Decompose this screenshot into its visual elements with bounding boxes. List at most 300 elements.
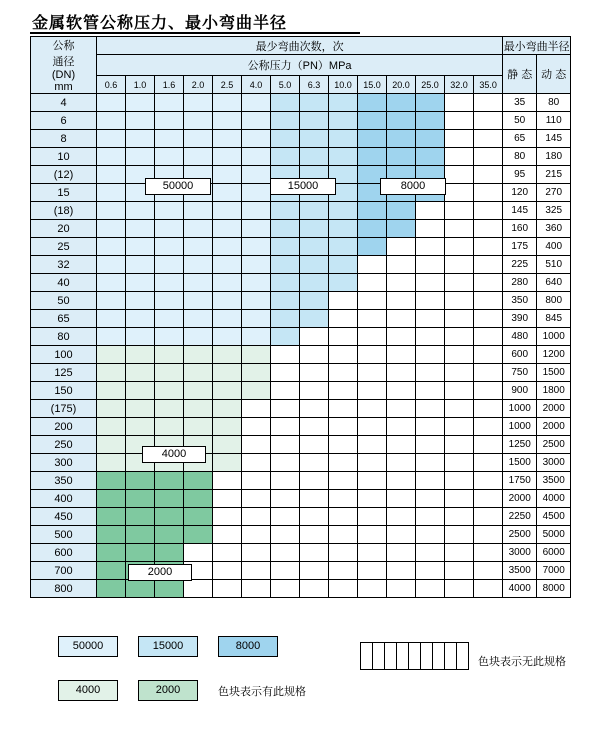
spec-cell [300,148,329,166]
table-row [31,310,571,328]
header-row-2 [31,55,571,76]
spec-cell [213,328,242,346]
spec-cell [445,562,474,580]
pn-column-header: 1.0 [126,76,155,94]
pn-column-header: 2.0 [184,76,213,94]
table-row [31,472,571,490]
spec-cell [242,436,271,454]
radius-dynamic-value: 80 [537,94,571,112]
spec-cell [329,382,358,400]
spec-cell [474,310,503,328]
spec-cell [184,544,213,562]
radius-dynamic-value: 2000 [537,400,571,418]
spec-cell [155,310,184,328]
legend-swatch-50000: 50000 [58,636,118,657]
spec-cell [329,238,358,256]
spec-cell [155,328,184,346]
dn-value: 20 [31,220,97,238]
spec-cell [242,364,271,382]
spec-cell [126,328,155,346]
spec-cell [474,238,503,256]
spec-cell [474,580,503,598]
spec-cell [213,166,242,184]
table-body [31,94,571,598]
spec-cell [126,490,155,508]
bend-times-header: 最少弯曲次数，次 [97,37,503,55]
spec-cell [358,202,387,220]
radius-static-value: 160 [503,220,537,238]
spec-cell [184,490,213,508]
radius-dynamic-value: 1000 [537,328,571,346]
spec-cell [155,382,184,400]
spec-cell [300,436,329,454]
spec-cell [387,220,416,238]
spec-cell [271,238,300,256]
radius-static-value: 3000 [503,544,537,562]
radius-static-value: 35 [503,94,537,112]
spec-cell [300,400,329,418]
radius-dynamic-header: 动 态 [537,55,571,94]
spec-cell [97,436,126,454]
spec-cell [242,112,271,130]
spec-cell [271,526,300,544]
spec-cell [242,292,271,310]
spec-cell [474,472,503,490]
spec-cell [97,292,126,310]
spec-cell [184,400,213,418]
pn-column-header: 5.0 [271,76,300,94]
spec-cell [242,202,271,220]
spec-cell [474,94,503,112]
radius-dynamic-value: 270 [537,184,571,202]
spec-cell [474,490,503,508]
spec-cell [155,418,184,436]
radius-static-value: 1000 [503,418,537,436]
spec-cell [445,328,474,346]
spec-cell [416,382,445,400]
spec-cell [242,526,271,544]
dn-value: (18) [31,202,97,220]
spec-cell [358,526,387,544]
table-head [31,37,571,94]
spec-cell [184,526,213,544]
spec-cell [97,382,126,400]
radius-static-value: 1750 [503,472,537,490]
spec-cell [271,256,300,274]
radius-dynamic-value: 1200 [537,346,571,364]
radius-static-value: 750 [503,364,537,382]
spec-cell [271,364,300,382]
spec-cell [474,328,503,346]
spec-cell [474,274,503,292]
radius-dynamic-value: 215 [537,166,571,184]
dn-value: 500 [31,526,97,544]
spec-cell [242,418,271,436]
spec-cell [213,184,242,202]
table-row [31,220,571,238]
dn-value: 8 [31,130,97,148]
spec-cell [242,328,271,346]
table-row [31,346,571,364]
spec-cell [445,382,474,400]
dn-header-cell [31,37,97,94]
radius-dynamic-value: 400 [537,238,571,256]
table-row [31,328,571,346]
spec-cell [184,220,213,238]
spec-cell [445,274,474,292]
spec-cell [126,148,155,166]
dn-value: 200 [31,418,97,436]
table-row [31,94,571,112]
spec-cell [329,364,358,382]
overlay-label-4000: 4000 [142,446,206,463]
spec-cell [387,148,416,166]
dn-value: 40 [31,274,97,292]
spec-cell [445,256,474,274]
spec-cell [474,364,503,382]
radius-dynamic-value: 6000 [537,544,571,562]
spec-cell [387,94,416,112]
spec-cell [300,562,329,580]
spec-cell [97,346,126,364]
spec-cell [242,238,271,256]
spec-cell [387,562,416,580]
spec-cell [97,130,126,148]
spec-cell [155,526,184,544]
spec-cell [213,256,242,274]
spec-cell [271,274,300,292]
spec-cell [474,562,503,580]
title-underline [30,32,360,34]
table-row [31,544,571,562]
spec-cell [329,436,358,454]
spec-cell [445,454,474,472]
radius-dynamic-value: 640 [537,274,571,292]
table-row [31,292,571,310]
table-row [31,256,571,274]
spec-cell [387,112,416,130]
spec-cell [387,202,416,220]
overlay-label-15000: 15000 [270,178,336,195]
radius-static-value: 2000 [503,490,537,508]
dn-value: 300 [31,454,97,472]
spec-cell [271,418,300,436]
page-title: 金属软管公称压力、最小弯曲半径 [32,15,288,32]
spec-cell [300,220,329,238]
dn-value: 6 [31,112,97,130]
spec-table [30,36,571,598]
radius-static-value: 1250 [503,436,537,454]
pn-column-header: 10.0 [329,76,358,94]
spec-cell [271,292,300,310]
table-row [31,130,571,148]
spec-cell [213,526,242,544]
spec-cell [271,400,300,418]
dn-value: 250 [31,436,97,454]
spec-cell [416,148,445,166]
spec-cell [213,472,242,490]
spec-cell [213,454,242,472]
spec-cell [474,544,503,562]
spec-cell [155,220,184,238]
spec-cell [155,400,184,418]
legend-blank-swatch [360,642,469,670]
spec-cell [474,454,503,472]
spec-cell [416,292,445,310]
pn-column-header: 35.0 [474,76,503,94]
spec-cell [358,544,387,562]
spec-cell [387,400,416,418]
spec-cell [184,580,213,598]
spec-cell [242,94,271,112]
spec-cell [213,202,242,220]
radius-dynamic-value: 2500 [537,436,571,454]
spec-cell [184,382,213,400]
spec-cell [358,220,387,238]
spec-cell [416,544,445,562]
spec-cell [358,436,387,454]
spec-cell [155,364,184,382]
spec-cell [416,310,445,328]
legend-note-no-spec: 色块表示无此规格 [478,656,566,668]
spec-cell [126,130,155,148]
spec-cell [445,526,474,544]
radius-dynamic-value: 800 [537,292,571,310]
pn-column-header: 4.0 [242,76,271,94]
spec-cell [126,292,155,310]
spec-cell [329,400,358,418]
dn-value: 65 [31,310,97,328]
spec-table-container [30,36,570,598]
spec-cell [300,544,329,562]
spec-cell [474,148,503,166]
spec-cell [387,418,416,436]
spec-cell [387,382,416,400]
radius-dynamic-value: 1800 [537,382,571,400]
spec-cell [329,472,358,490]
spec-cell [445,184,474,202]
spec-cell [126,526,155,544]
radius-static-header: 静 态 [503,55,537,94]
radius-dynamic-value: 180 [537,148,571,166]
spec-cell [184,310,213,328]
spec-cell [155,346,184,364]
spec-cell [387,364,416,382]
table-row [31,526,571,544]
spec-cell [445,238,474,256]
spec-cell [387,580,416,598]
spec-cell [242,382,271,400]
spec-cell [474,436,503,454]
radius-static-value: 120 [503,184,537,202]
spec-cell [300,130,329,148]
spec-cell [126,544,155,562]
spec-cell [329,94,358,112]
header-row-1 [31,37,571,55]
spec-cell [97,202,126,220]
spec-cell [126,274,155,292]
dn-value: (12) [31,166,97,184]
pn-column-header: 6.3 [300,76,329,94]
spec-cell [213,274,242,292]
spec-cell [126,508,155,526]
spec-cell [213,544,242,562]
radius-static-value: 3500 [503,562,537,580]
radius-static-value: 175 [503,238,537,256]
spec-cell [300,490,329,508]
spec-cell [126,382,155,400]
spec-cell [155,508,184,526]
spec-cell [300,382,329,400]
table-row [31,562,571,580]
dn-value: 32 [31,256,97,274]
dn-value: 10 [31,148,97,166]
radius-dynamic-value: 1500 [537,364,571,382]
spec-cell [387,508,416,526]
spec-cell [184,418,213,436]
pn-column-header: 0.6 [97,76,126,94]
spec-cell [97,580,126,598]
spec-cell [242,274,271,292]
spec-cell [387,328,416,346]
radius-static-value: 280 [503,274,537,292]
spec-cell [213,400,242,418]
spec-cell [474,256,503,274]
dn-value: 800 [31,580,97,598]
spec-cell [300,202,329,220]
radius-dynamic-value: 2000 [537,418,571,436]
spec-cell [474,130,503,148]
spec-cell [184,238,213,256]
spec-cell [445,94,474,112]
table-row [31,490,571,508]
spec-cell [213,436,242,454]
spec-cell [126,256,155,274]
spec-cell [271,382,300,400]
radius-dynamic-value: 4500 [537,508,571,526]
spec-cell [445,310,474,328]
spec-cell [213,382,242,400]
spec-cell [387,454,416,472]
spec-cell [358,310,387,328]
dn-value: 15 [31,184,97,202]
spec-cell [358,382,387,400]
table-row [31,274,571,292]
spec-cell [242,508,271,526]
spec-cell [358,454,387,472]
spec-cell [358,508,387,526]
spec-cell [358,562,387,580]
spec-cell [358,292,387,310]
radius-static-value: 2500 [503,526,537,544]
spec-cell [416,562,445,580]
spec-cell [300,508,329,526]
table-row [31,436,571,454]
spec-cell [329,256,358,274]
spec-cell [445,220,474,238]
dn-value: 150 [31,382,97,400]
spec-cell [184,292,213,310]
spec-cell [300,526,329,544]
spec-cell [387,256,416,274]
spec-cell [213,238,242,256]
spec-cell [126,472,155,490]
dn-value: 25 [31,238,97,256]
spec-cell [155,238,184,256]
legend-note-has-spec: 色块表示有此规格 [218,686,306,698]
spec-cell [97,562,126,580]
spec-cell [300,346,329,364]
spec-cell [97,364,126,382]
radius-static-value: 350 [503,292,537,310]
pn-column-header: 1.6 [155,76,184,94]
spec-cell [213,490,242,508]
spec-cell [155,130,184,148]
spec-cell [271,580,300,598]
spec-cell [416,526,445,544]
spec-cell [184,508,213,526]
radius-dynamic-value: 5000 [537,526,571,544]
spec-cell [300,292,329,310]
spec-cell [358,130,387,148]
spec-cell [445,544,474,562]
pn-column-header: 2.5 [213,76,242,94]
spec-cell [271,508,300,526]
spec-cell [416,490,445,508]
radius-dynamic-value: 360 [537,220,571,238]
spec-cell [97,418,126,436]
spec-cell [300,238,329,256]
spec-cell [445,508,474,526]
spec-cell [97,112,126,130]
spec-cell [416,346,445,364]
spec-cell [445,490,474,508]
spec-cell [474,526,503,544]
spec-cell [329,562,358,580]
spec-cell [358,580,387,598]
spec-cell [329,508,358,526]
spec-cell [184,472,213,490]
spec-cell [126,94,155,112]
spec-cell [242,130,271,148]
spec-cell [300,580,329,598]
spec-cell [242,220,271,238]
spec-cell [126,400,155,418]
spec-cell [329,220,358,238]
spec-cell [155,292,184,310]
radius-dynamic-value: 8000 [537,580,571,598]
spec-cell [358,364,387,382]
spec-cell [416,580,445,598]
dn-line-2: 通径 [52,56,75,68]
spec-cell [358,328,387,346]
spec-cell [358,274,387,292]
spec-cell [329,310,358,328]
spec-cell [242,346,271,364]
dn-value: 125 [31,364,97,382]
spec-cell [358,112,387,130]
spec-cell [155,580,184,598]
spec-cell [300,112,329,130]
spec-cell [445,436,474,454]
spec-cell [387,544,416,562]
spec-cell [329,490,358,508]
radius-static-value: 600 [503,346,537,364]
spec-cell [300,310,329,328]
spec-cell [97,508,126,526]
spec-cell [416,130,445,148]
spec-cell [387,346,416,364]
